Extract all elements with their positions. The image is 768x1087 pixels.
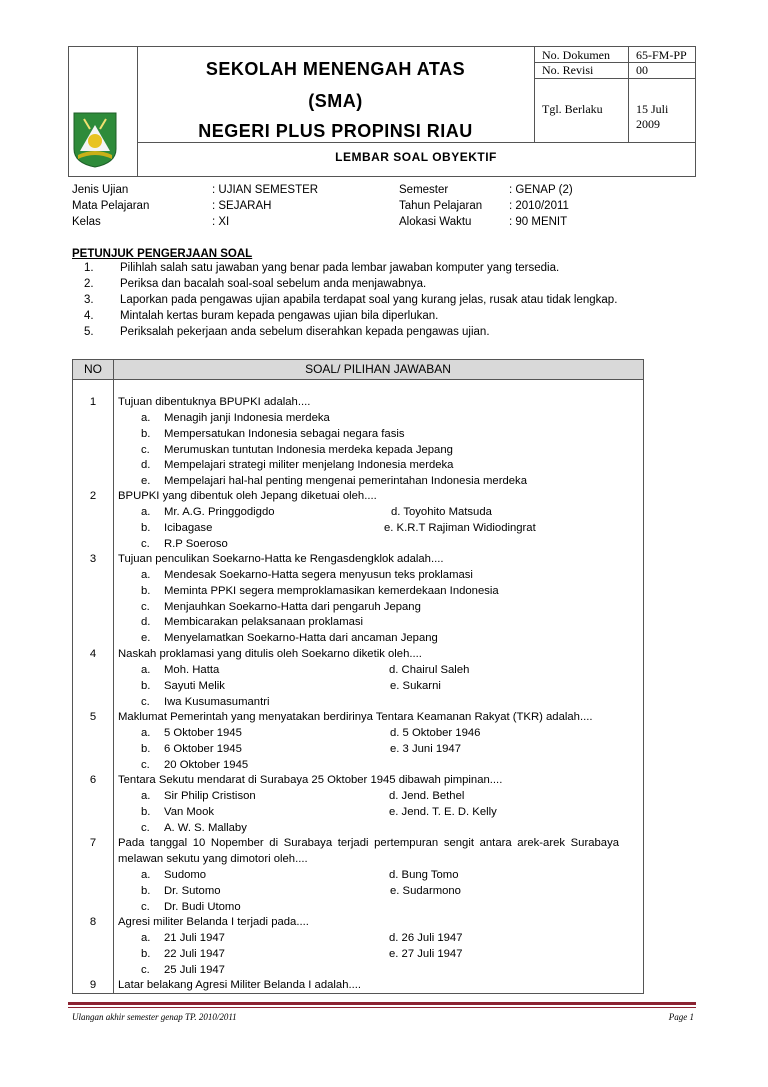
info-label: Jenis Ujian <box>72 184 129 196</box>
question-text-continued: melawan sekutu yang dimotori oleh.... <box>118 853 308 865</box>
option-text: Menagih janji Indonesia merdeka <box>164 412 330 424</box>
school-name-line2: (SMA) <box>308 91 363 111</box>
option-letter: e. <box>141 632 151 644</box>
question-text: Tentara Sekutu mendarat di Surabaya 25 Oktober 1945 dibawah pimpinan.... <box>118 774 503 786</box>
instruction-item: 5. Periksalah pekerjaan anda sebelum diserahkan kepada pengawas ujian. <box>84 326 490 338</box>
question-text: Maklumat Pemerintah yang menyatakan berdirinya Tentara Keamanan Rakyat (TKR) adalah.... <box>118 711 593 723</box>
option-letter: c. <box>141 444 150 456</box>
option-text: d. Bung Tomo <box>389 869 459 881</box>
info-label: Mata Pelajaran <box>72 200 150 212</box>
option-text: e. K.R.T Rajiman Widiodingrat <box>384 522 536 534</box>
option-letter: e. <box>141 475 151 487</box>
riau-emblem-icon <box>72 111 118 169</box>
info-value: : UJIAN SEMESTER <box>212 184 319 196</box>
option-text: Merumuskan tuntutan Indonesia merdeka kepada Jepang <box>164 444 453 456</box>
info-label: Alokasi Waktu <box>399 216 472 228</box>
instruction-item: 3. Laporkan pada pengawas ujian apabila terdapat soal yang kurang jelas, rusak atau tidak lengkap. <box>84 294 618 306</box>
instructions <box>72 248 712 342</box>
footer-rule <box>68 1002 696 1005</box>
question-text: Pada tanggal 10 Nopember di Surabaya terjadi pertempuran sengit antara arek-arek Surabaya <box>118 837 620 849</box>
option-letter: b. <box>141 806 151 818</box>
option-text: Sir Philip Cristison <box>164 790 256 802</box>
question-number: 2 <box>89 490 97 502</box>
footer-rule-thin <box>68 1007 696 1008</box>
option-letter: c. <box>141 759 150 771</box>
option-text: e. 27 Juli 1947 <box>389 948 463 960</box>
option-text: e. Sudarmono <box>390 885 461 897</box>
option-letter: a. <box>141 664 151 676</box>
info-label: Semester <box>399 184 449 196</box>
instruction-item: 1. Pilihlah salah satu jawaban yang benar pada lembar jawaban komputer yang tersedia. <box>84 262 560 274</box>
option-text: Mempelajari hal-hal penting mengenai pemerintahan Indonesia merdeka <box>164 475 527 487</box>
school-title-cell <box>137 47 535 143</box>
option-text: 6 Oktober 1945 <box>164 743 242 755</box>
question-number: 1 <box>89 396 97 408</box>
option-letter: c. <box>141 538 150 550</box>
question-text: Naskah proklamasi yang ditulis oleh Soekarno diketik oleh.... <box>118 648 422 660</box>
option-text: Mempersatukan Indonesia sebagai negara fasis <box>164 428 405 440</box>
option-text: Mendesak Soekarno-Hatta segera menyusun teks proklamasi <box>164 569 473 581</box>
option-text: Sudomo <box>164 869 207 881</box>
info-value: : GENAP (2) <box>509 184 573 196</box>
school-name-line1: SEKOLAH MENENGAH ATAS <box>205 59 466 79</box>
option-text: Icibagase <box>164 522 213 534</box>
option-text: Mr. A.G. Pringgodigdo <box>164 506 275 518</box>
option-text: Iwa Kusumasumantri <box>164 696 270 708</box>
option-letter: b. <box>141 585 151 597</box>
info-value: : XI <box>212 216 230 228</box>
option-text: Mempelajari strategi militer menjelang Indonesia merdeka <box>164 459 454 471</box>
info-label: Kelas <box>72 216 101 228</box>
option-letter: a. <box>141 506 151 518</box>
option-text: Meminta PPKI segera memproklamasikan kemerdekaan Indonesia <box>164 585 499 597</box>
question-number: 7 <box>89 837 97 849</box>
option-letter: a. <box>141 727 151 739</box>
logo-cell <box>69 47 138 176</box>
question-text: Tujuan dibentuknya BPUPKI adalah.... <box>118 396 311 408</box>
question-table <box>72 359 644 994</box>
option-text: 22 Juli 1947 <box>164 948 225 960</box>
option-text: 21 Juli 1947 <box>164 932 225 944</box>
option-text: Dr. Budi Utomo <box>164 901 241 913</box>
instructions-title: PETUNJUK PENGERJAAN SOAL <box>72 248 253 260</box>
option-letter: d. <box>141 459 151 471</box>
option-letter: c. <box>141 901 150 913</box>
option-text: A. W. S. Mallaby <box>164 822 247 834</box>
option-letter: a. <box>141 790 151 802</box>
option-letter: c. <box>141 964 150 976</box>
option-letter: b. <box>141 680 151 692</box>
option-letter: a. <box>141 869 151 881</box>
option-letter: b. <box>141 885 151 897</box>
option-text: Dr. Sutomo <box>164 885 221 897</box>
option-text: d. 26 Juli 1947 <box>389 932 463 944</box>
option-text: e. 3 Juni 1947 <box>390 743 461 755</box>
option-letter: a. <box>141 932 151 944</box>
option-text: e. Sukarni <box>390 680 441 692</box>
footer-caption: Ulangan akhir semester genap TP. 2010/2011 <box>72 1012 237 1022</box>
meta-row-revisi: No. Revisi 00 <box>534 62 695 79</box>
question-number: 8 <box>89 916 97 928</box>
instruction-item: 2. Periksa dan bacalah soal-soal sebelum anda menjawabnya. <box>84 278 427 290</box>
info-value: : 2010/2011 <box>509 200 569 212</box>
option-letter: c. <box>141 601 150 613</box>
info-label: Tahun Pelajaran <box>399 200 483 212</box>
option-text: Van Mook <box>164 806 215 818</box>
question-number: 6 <box>89 774 97 786</box>
question-text: Agresi militer Belanda I terjadi pada.... <box>118 916 309 928</box>
option-text: 25 Juli 1947 <box>164 964 225 976</box>
option-letter: a. <box>141 569 151 581</box>
option-text: 5 Oktober 1945 <box>164 727 242 739</box>
option-text: e. Jend. T. E. D. Kelly <box>389 806 497 818</box>
option-letter: b. <box>141 428 151 440</box>
instruction-item: 4. Mintalah kertas buram kepada pengawas ujian bila diperlukan. <box>84 310 439 322</box>
option-text: Membicarakan pelaksanaan proklamasi <box>164 616 364 628</box>
option-text: 20 Oktober 1945 <box>164 759 249 771</box>
question-text: Tujuan penculikan Soekarno-Hatta ke Rengasdengklok adalah.... <box>118 553 444 565</box>
page-number: Page 1 <box>668 1012 694 1022</box>
option-letter: a. <box>141 412 151 424</box>
option-letter: d. <box>141 616 151 628</box>
option-text: d. Chairul Saleh <box>389 664 470 676</box>
col-soal-header: SOAL/ PILIHAN JAWABAN <box>305 362 451 376</box>
option-text: Menjauhkan Soekarno-Hatta dari pengaruh Jepang <box>164 601 421 613</box>
document-meta: No. Dokumen 65-FM-PP No. Revisi 00 Tgl. Berlaku 15 Juli 2009 <box>534 47 695 143</box>
option-text: d. Jend. Bethel <box>389 790 465 802</box>
document-subtitle: LEMBAR SOAL OBYEKTIF <box>335 150 497 164</box>
option-text: Menyelamatkan Soekarno-Hatta dari ancaman Jepang <box>164 632 438 644</box>
info-value: : SEJARAH <box>212 200 272 212</box>
meta-row-dokumen: No. Dokumen 65-FM-PP <box>534 47 695 63</box>
option-text: d. 5 Oktober 1946 <box>390 727 481 739</box>
option-letter: c. <box>141 696 150 708</box>
question-number: 5 <box>89 711 97 723</box>
option-text: R.P Soeroso <box>164 538 228 550</box>
table-header <box>73 360 643 380</box>
question-number: 4 <box>89 648 97 660</box>
question-text: BPUPKI yang dibentuk oleh Jepang diketuai oleh.... <box>118 490 377 502</box>
info-value: : 90 MENIT <box>509 216 568 228</box>
option-letter: b. <box>141 522 151 534</box>
document-header <box>68 46 696 177</box>
option-text: Moh. Hatta <box>164 664 220 676</box>
option-letter: b. <box>141 743 151 755</box>
option-text: d. Toyohito Matsuda <box>391 506 492 518</box>
question-number: 9 <box>89 979 97 991</box>
school-name-line3: NEGERI PLUS PROPINSI RIAU <box>198 121 473 141</box>
question-number: 3 <box>89 553 97 565</box>
question-text: Latar belakang Agresi Militer Belanda I adalah.... <box>118 979 362 991</box>
option-letter: b. <box>141 948 151 960</box>
option-text: Sayuti Melik <box>164 680 225 692</box>
option-letter: c. <box>141 822 150 834</box>
col-no-header: NO <box>73 360 114 379</box>
